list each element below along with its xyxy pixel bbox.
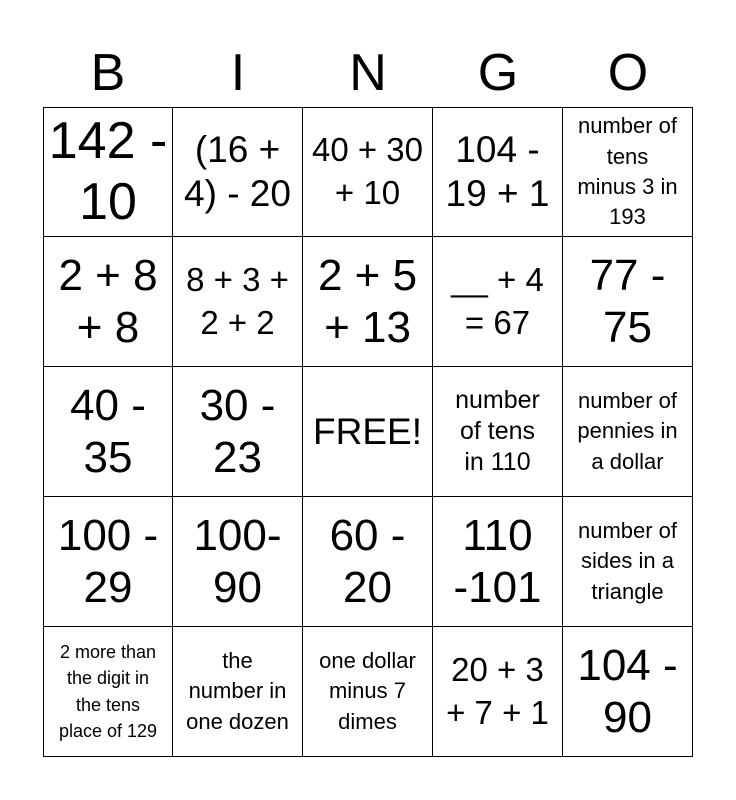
bingo-cell-r2-c2[interactable]: 8 + 3 + 2 + 2 <box>173 237 303 367</box>
bingo-cell-r5-c4[interactable]: 20 + 3 + 7 + 1 <box>433 627 563 757</box>
bingo-cell-r1-c5[interactable]: number of tens minus 3 in 193 <box>563 107 693 237</box>
header-letter-n: N <box>349 44 387 102</box>
header-letter-o: O <box>607 44 649 102</box>
bingo-cell-free[interactable]: FREE! <box>303 367 433 497</box>
bingo-cell-r5-c2[interactable]: the number in one dozen <box>173 627 303 757</box>
header-letter-b: B <box>90 44 126 102</box>
bingo-cell-r2-c4[interactable]: __ + 4 = 67 <box>433 237 563 367</box>
bingo-cell-r2-c3[interactable]: 2 + 5 + 13 <box>303 237 433 367</box>
bingo-cell-r3-c5[interactable]: number of pennies in a dollar <box>563 367 693 497</box>
bingo-cell-r5-c5[interactable]: 104 - 90 <box>563 627 693 757</box>
bingo-cell-r4-c1[interactable]: 100 - 29 <box>43 497 173 627</box>
bingo-cell-r5-c1[interactable]: 2 more than the digit in the tens place of 129 <box>43 627 173 757</box>
bingo-cell-r4-c2[interactable]: 100- 90 <box>173 497 303 627</box>
bingo-cell-r3-c2[interactable]: 30 - 23 <box>173 367 303 497</box>
bingo-header <box>43 40 693 106</box>
bingo-cell-r3-c4[interactable]: number of tens in 110 <box>433 367 563 497</box>
bingo-cell-r3-c1[interactable]: 40 - 35 <box>43 367 173 497</box>
bingo-cell-r4-c4[interactable]: 110 -101 <box>433 497 563 627</box>
bingo-cell-r1-c2[interactable]: (16 + 4) - 20 <box>173 107 303 237</box>
bingo-card-grid <box>43 107 693 757</box>
bingo-cell-r5-c3[interactable]: one dollar minus 7 dimes <box>303 627 433 757</box>
bingo-cell-r1-c4[interactable]: 104 - 19 + 1 <box>433 107 563 237</box>
header-letter-g: G <box>477 44 519 102</box>
bingo-cell-r2-c1[interactable]: 2 + 8 + 8 <box>43 237 173 367</box>
bingo-cell-r1-c3[interactable]: 40 + 30 + 10 <box>303 107 433 237</box>
bingo-cell-r2-c5[interactable]: 77 - 75 <box>563 237 693 367</box>
bingo-cell-r4-c3[interactable]: 60 - 20 <box>303 497 433 627</box>
bingo-cell-r4-c5[interactable]: number of sides in a triangle <box>563 497 693 627</box>
bingo-cell-r1-c1[interactable]: 142 - 10 <box>43 107 173 237</box>
header-letter-i: I <box>230 44 246 102</box>
